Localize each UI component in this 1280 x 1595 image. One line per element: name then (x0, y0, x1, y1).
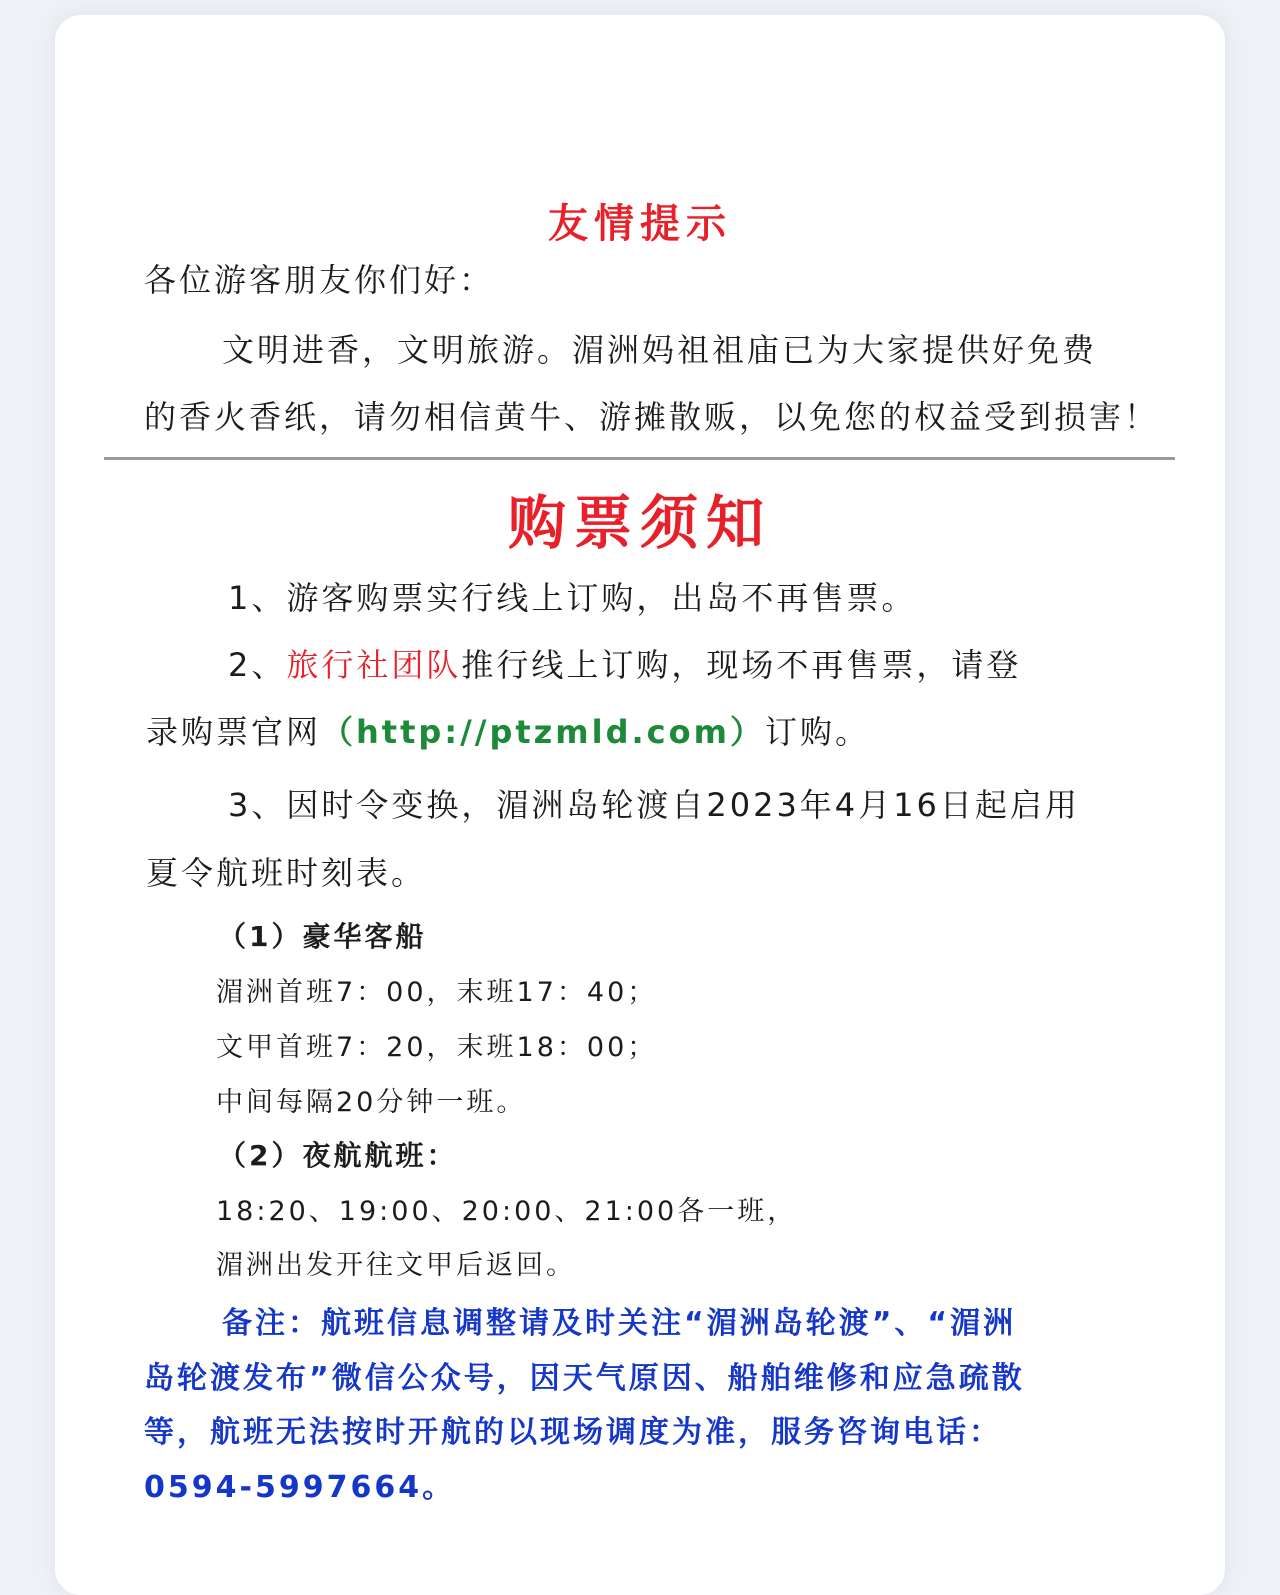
luxury-schedule-wenjia: 文甲首班7：20，末班18：00； (216, 1032, 658, 1063)
luxury-schedule-meizhou: 湄洲首班7：00，末班17：40； (216, 977, 658, 1008)
note-line3: 等，航班无法按时开航的以现场调度为准，服务咨询电话： (144, 1415, 1002, 1450)
notice-item-3-line2: 夏令航班时刻表。 (146, 854, 427, 892)
item2-line2-prefix: 录购票官网 (146, 713, 322, 751)
night-ferry-heading: （2）夜航航班： (218, 1139, 458, 1172)
luxury-ship-heading: （1）豪华客船 (218, 920, 427, 953)
notice-item-3-line1: 3、因时令变换，湄洲岛轮渡自2023年4月16日起启用 (228, 786, 1080, 824)
ticket-website-url[interactable]: （http://ptzmld.com） (321, 713, 765, 751)
item2-number: 2、 (228, 646, 287, 684)
friendly-tip-title: 友情提示 (548, 201, 732, 247)
notice-item-2-line1 (228, 640, 1021, 686)
tip-paragraph-line1: 文明进香，文明旅游。湄洲妈祖祖庙已为大家提供好免费 (222, 331, 1098, 369)
item2-text: 推行线上订购，现场不再售票，请登 (461, 646, 1022, 684)
service-phone-number[interactable]: 0594-5997664。 (144, 1470, 456, 1505)
notice-item-1: 1、游客购票实行线上订购，出岛不再售票。 (228, 579, 917, 617)
tip-paragraph-line2: 的香火香纸，请勿相信黄牛、游摊散贩，以免您的权益受到损害！ (144, 398, 1160, 436)
ticket-notice-title: 购票须知 (507, 489, 772, 557)
travel-agency-highlight: 旅行社团队 (286, 646, 462, 684)
greeting-text: 各位游客朋友你们好： (144, 261, 495, 299)
night-ferry-times: 18:20、19:00、20:00、21:00各一班， (216, 1196, 798, 1227)
section-divider (104, 457, 1175, 460)
item2-line2-suffix: 订购。 (764, 713, 870, 751)
notice-item-2-line2 (146, 707, 870, 753)
note-line1: 备注：航班信息调整请及时关注“湄洲岛轮渡”、“湄洲 (222, 1306, 1017, 1341)
night-ferry-route: 湄洲出发开往文甲后返回。 (216, 1250, 576, 1281)
luxury-schedule-interval: 中间每隔20分钟一班。 (216, 1087, 527, 1118)
note-line2: 岛轮渡发布”微信公众号，因天气原因、船舶维修和应急疏散 (144, 1361, 1025, 1396)
